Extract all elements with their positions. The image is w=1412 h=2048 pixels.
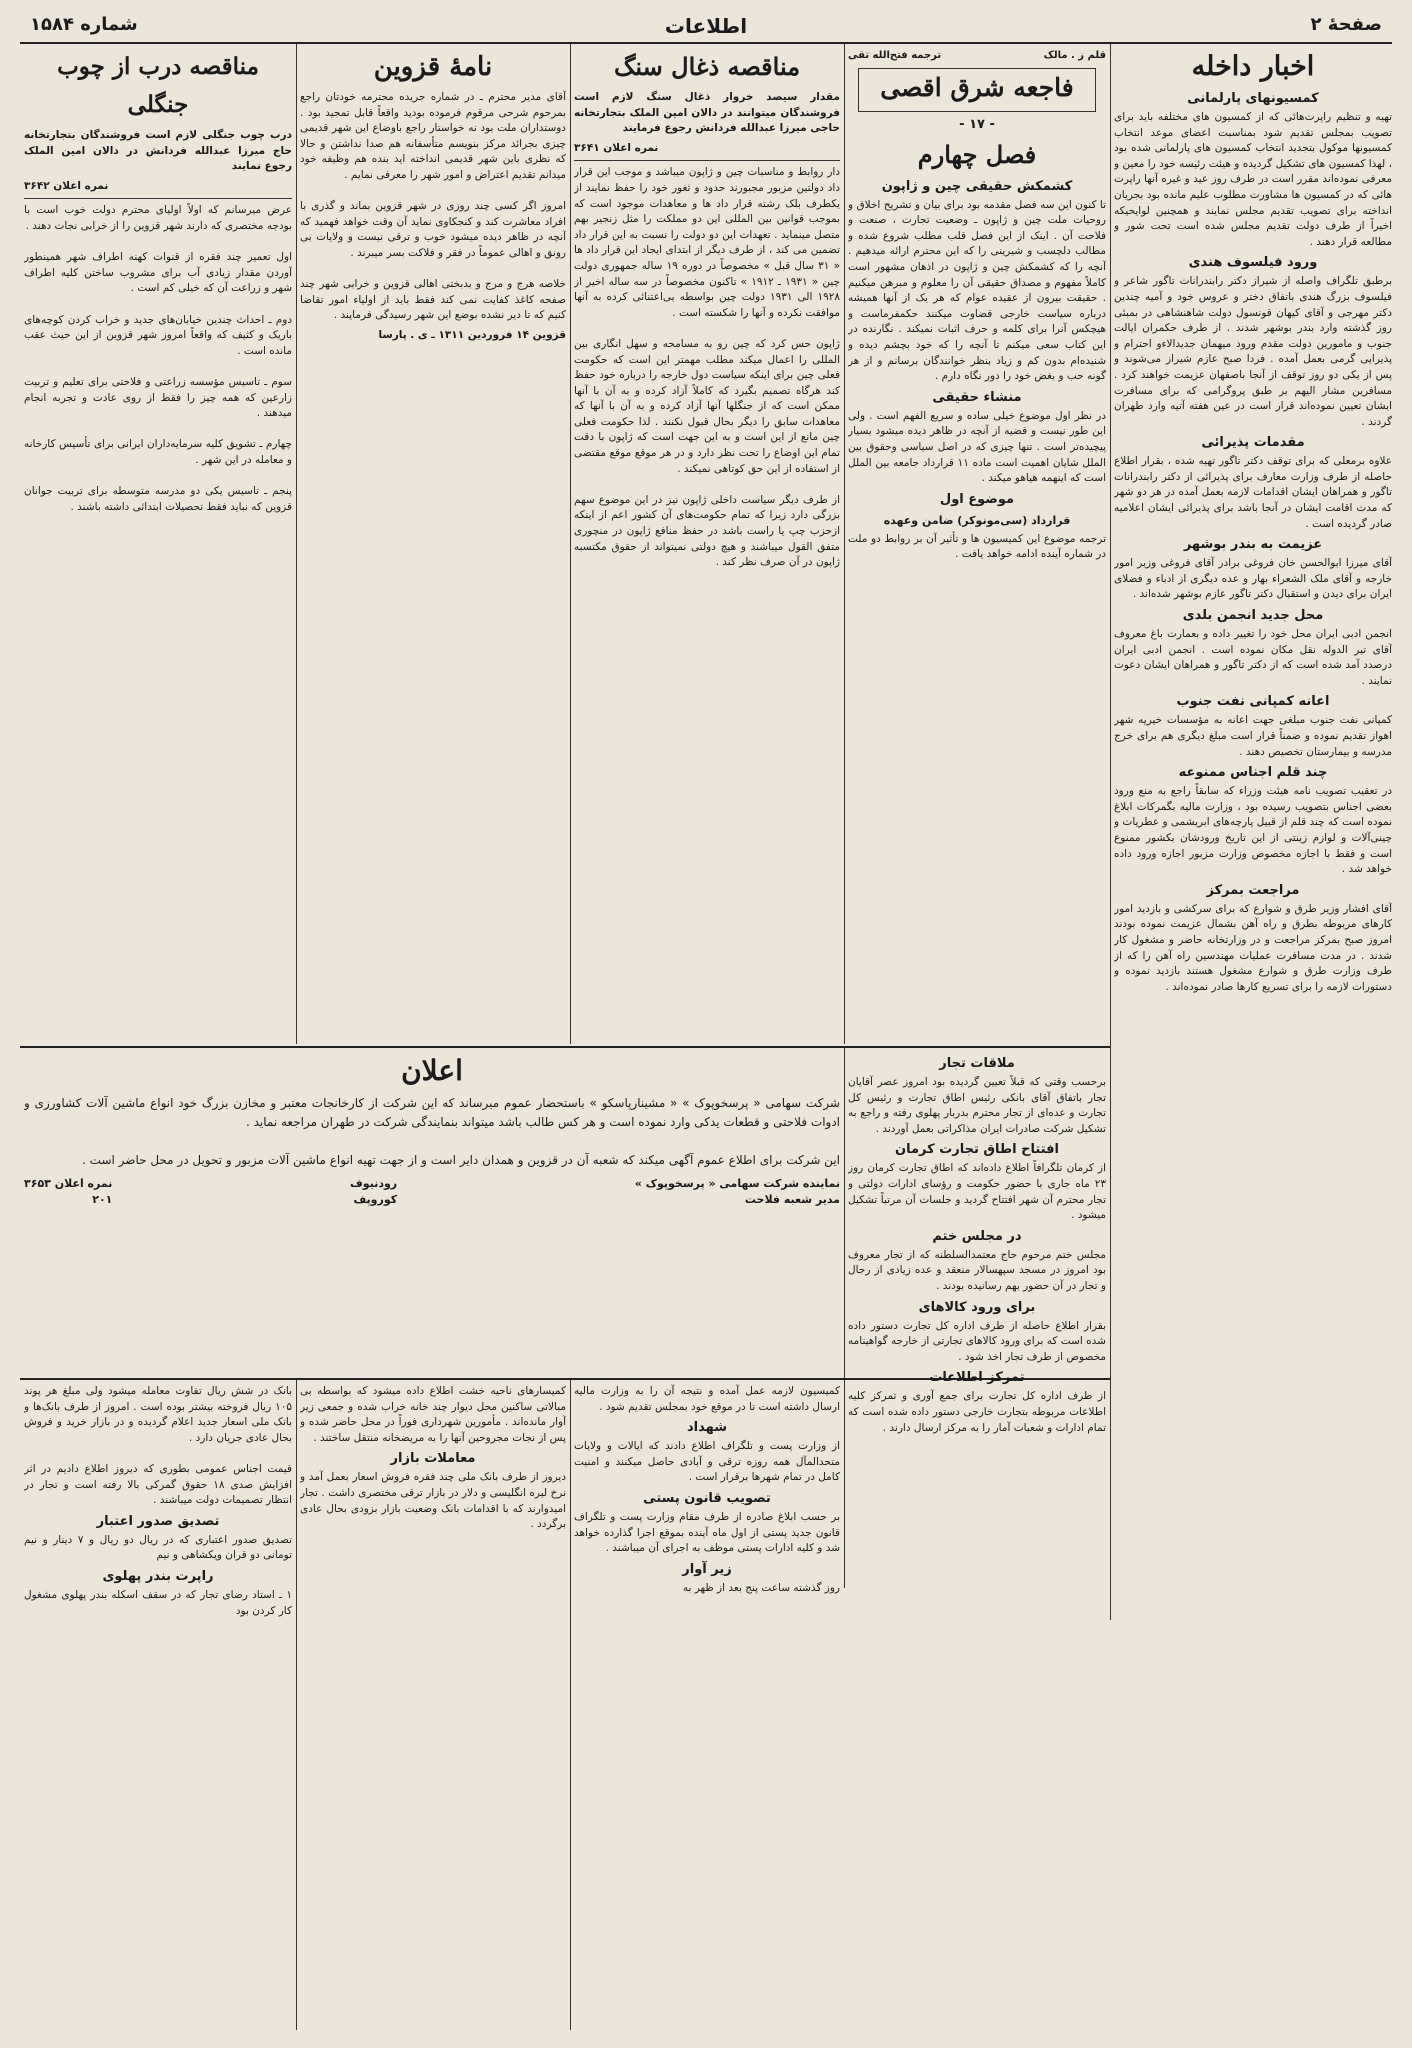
news-headline: اعانه کمپانی نفت جنوب — [1176, 694, 1330, 710]
announcement-title: اعلان — [401, 1054, 463, 1087]
trade-news-column — [848, 1052, 1106, 2032]
news-headline: ورود فیلسوف هندی — [1188, 255, 1318, 271]
news-body: آقای افشار وزیر طرق و شوارع که برای سرکشی و بازدید امور کارهای مربوطه بطرق و راه آهن بشمال عزیمت نموده بودند امروز صبح بمرکز مراجعت و در وزارتخانه حاضر و مشغول کار شدند . در مدت مسافرت عملیات مهندسین راه آهن را که از طرف وزارت طرق و شوارع مشغول هستند بازدید نموده و دستورات لازمه را برای تسریع کارها صادر نموده‌اند . — [1114, 902, 1392, 993]
news-body: از وزارت پست و تلگراف اطلاع دادند که ایالات و ولایات متحدالمآل همه روزه ترقی و آبادی حاصل میکنند و امنیت کامل در تمام شهرها برقرار است . — [574, 1440, 840, 1484]
news-body: بر حسب ابلاغ صادره از طرف مقام وزارت پست و تلگراف قانون جدید پستی از اول ماه آینده بموقع اجرا گذارده خواهد شد و کلیه ادارات پستی موظف به اجرای آن میباشند . — [574, 1510, 840, 1555]
qazvin-letter-column — [300, 48, 566, 1043]
news-body: از کرمان تلگرافاً اطلاع داده‌اند که اطاق تجارت کرمان روز ۲۳ ماه جاری با حضور حکومت و رؤسای ادارات دولتی و تجار محترم آن شهر افتتاح گردید و جلسات آن مرتباً تشکیل میشود . — [848, 1162, 1106, 1222]
serial-title-box — [858, 68, 1096, 112]
news-body: علاوه برمعلی که برای توقف دکتر تاگور تهیه شده ، بقرار اطلاع حاصله از طرف وزارت معارف برای پذیرائی از دکتر رابندرانات تاگور و همراهان ایشان اقدامات لازمه بعمل آمده در هر دو شهر که مدت اقامت ایشان در آنجا باشد برای پذیرائی ایشان اعلامیه صادر گردیده است . — [1114, 455, 1392, 530]
col-divider — [844, 44, 845, 1044]
section-rule — [20, 1046, 1110, 1048]
page-ref: ۲۰۱ — [92, 1192, 113, 1206]
news-headline: افتتاح اطاق تجارت کرمان — [895, 1142, 1059, 1158]
news-headline: محل جدید انجمن بلدی — [1182, 608, 1324, 624]
serial-title: فاجعه شرق اقصی — [880, 72, 1074, 102]
news-body: کمپانی نفت جنوب مبلغی جهت اعانه به مؤسسات خیریه شهر اهواز تقدیم نموده و ضمناً قرار است مبلغ دیگری هم برای خرج مدرسه و بیمارستان تخصیص دهند . — [1114, 714, 1392, 758]
announcement-signatures — [24, 1176, 840, 1207]
author: قلم ز . مالک — [1043, 50, 1106, 61]
news-body: ۱ ـ استاد رضای تجار که در سقف اسکله بندر پهلوی مشغول کار کردن بود — [24, 1588, 292, 1617]
article-body: تا کنون این سه فصل مقدمه بود برای بیان و تشریح اخلاق و روحیات ملت چین و ژاپون ـ وضعیت تجارت ، صنعت و فلاحت آن . اینک از این فصل قلب مطلب شروع شده و مطالب دلچسب و شیرینی را که این محترم ارائه میدهیم . آنچه را که کشمکش چین و ژاپون در اذهان مشهور است کاملاً مفهوم و مصداق حقیقی آن را معلوم و مبرهن میکنیم . حقیقت بیرون از عقیده عوام که هر یک از آنها همیشه درباره سیاست خارجی قضاوت میکنند حکمفرماست و هیچکس آنرا برای کلمه و حرف اثبات نمیکند . نگارنده در این کتاب سعی میکنم تا آنچه را که خود بچشم دیده و شنیده‌ام بدون کم و زیاد بنظر خوانندگان برسانم و از هر گونه حب و بغض خود را دور نگاه دارم . — [848, 198, 1106, 383]
section-title: اخبار داخله — [1191, 51, 1315, 82]
news-body: از طرف اداره کل تجارت برای جمع آوری و تمرکز کلیه اطلاعات مربوطه بتجارت خارجی دستور داده شده است که تمام ادارات و شعبات آمار را به مرکز ارسال دارند . — [848, 1390, 1106, 1434]
news-headline: عزیمت به بندر بوشهر — [1183, 537, 1323, 553]
ad-body: مقدار سیصد خروار ذغال سنگ لازم است فروشندگان میتوانند در دالان امین الملک بتجارتخانه حاجی میرزا عبدالله فردانش رجوع فرمایند — [574, 91, 840, 135]
episode-number: - ۱۷ - — [959, 116, 995, 132]
ad-number: نمره اعلان ۳۶۴۲ — [24, 179, 109, 192]
signer: رودنیوف — [350, 1177, 398, 1190]
news-body: برطبق تلگراف واصله از شیراز دکتر رابندرانات تاگور شاعر و فیلسوف بزرگ هندی باتفاق دختر و عروس خود و آمیه چندین دکتر مهرجی و آقای کیهان قونسول دولت شاهنشاهی در بمبئی روز گذشته وارد بندر بوشهر شدند . از طرف حکمران ایالت جنوب و مامورین دولت مقدم ورود میهمان جدیدالاءو احترام و پذیرایی گرمی بعمل آمده . فردا صبح عازم شیراز می‌شوند و پس از یکی دو روز توقف از آنجا باصفهان عزیمت خواهند کرد . مسافرین مشار الیهم بر طبق پروگرامی که برای مسافرت ایشان تعیین نموده‌اند قرار است در عین هفته آتیه وارد طهران گردند . — [1114, 275, 1392, 428]
representative: نماینده شرکت سهامی « پرسخوپوک » — [634, 1177, 840, 1190]
news-headline: راپرت بندر پهلوی — [102, 1568, 214, 1584]
translator: ترجمه فتح‌الله تقی — [848, 50, 942, 61]
ad-body: درب چوب جنگلی لازم است فروشندگان بتجارتخانه حاج میرزا عبدالله فردانش در دالان امین الملک رجوع نمایند — [24, 129, 292, 173]
col-divider — [570, 44, 571, 1044]
letter-body: آقای مدیر محترم ـ در شماره جریده محترمه خودتان راجع بمرحوم شرحی مرقوم فرموده بودید واقعاً قابل تمجید بود . دوستداران ملت بود نه خواستار راجع باوضاع این شهر قدیمی چیزی بجرائد مرکز بنویسم متأسفانه هم صدا نداشتن و حالا که نظری باین شهر قدیمی انداخته اید بنده هم وظیفه خود میدانم تقدیم اعتراض و امور شهر را معرفی نمایم . امروز اگر کسی چند روزی در شهر قزوین بماند و گذری با افراد معاشرت کند و کنجکاوی نماید آن وقت خواهد فهمید که آنچه در ظاهر دیده میشود خوب و ترقی نیست و ولایات بی رونق و اهالی عموماً در فقر و فلاکت بسر میبرند . خلاصه هرج و مرج و بدبختی اهالی قزوین و خرابی شهر چند صفحه کاغذ کفایت نمی کند فقط باید از اولیاء امور تقاضا کنیم که تا دیر نشده بوضع این شهر رسیدگی فرمایند . — [300, 91, 566, 322]
news-headline: ملاقات تجار — [939, 1056, 1015, 1071]
serial-article-column — [848, 48, 1106, 1043]
paper-name: اطلاعات — [664, 14, 748, 38]
col-divider — [296, 44, 297, 1044]
news-body: بانک در شش ریال تفاوت معامله میشود ولی مبلغ هر پوند ۱۰۵ ریال فروخته بیشتر بوده است . امروز از طرف بانک‌ها و بانک ملی اسعار جدید اعلام گردیده و در بازار خرید و فروش بحال عادی جریان دارد . قیمت اجناس عمومی بطوری که دیروز اطلاع دادیم در اثر افزایش صدی ۱۸ حقوق گمرکی بالا رفته است و تجار در انتظار تصمیمات دولت میباشند . — [24, 1385, 292, 1507]
representative: مدیر شعبه فلاحت — [744, 1192, 840, 1206]
news-headline: مقدمات پذیرائی — [1201, 435, 1305, 451]
news-body: تصدیق صدور اعتباری که در ریال دو ریال و ۷ دینار و نیم تومانی دو قران ویکشاهی و نیم — [24, 1533, 292, 1562]
news-headline: زیر آوار — [682, 1561, 732, 1577]
news-body: روز گذشته ساعت پنج بعد از ظهر به — [682, 1581, 840, 1594]
article-body: دار روابط و مناسبات چین و ژاپون میباشد و موجب این قرار داد دولتین مزبور مجبورند حدود و ثغور خود را حفظ نمایند از یکطرف بلک رشته قرار داد ها و معاهدات موجود است که بموجب قوانین بین المللی این دو مملکت را مثل زنجیر بهم متصل مینماید . تعهدات این دو دولت را نسبت به این قرار داد تضمین می کند ، از طرف دیگر از ابتدای ایجاد این قرار داد ها « ۳۱ سال قبل » مخصوصاً در دوره ۱۹ ساله جمهوری دولت چین « ۱۹۳۱ ـ ۱۹۱۲ » تاکنون مخصوصاً در سه ساله اخیر از ۱۹۲۸ الی ۱۹۳۱ دولت چین بواسطه بی‌اعتنائی کرده به آنها موافقت نکرده و آنها را شکسته است . ژاپون حس کرد که چین رو به مسامحه و سهل انگاری بین المللی را اعمال میکند مطلب مهمتر این است که حکومت فعلی چین برای اینکه سیاست دول خارجه را درباره خود حفظ کند هرگاه تصمیم بگیرد که کاملاً آزاد کرده و به آن با آنها ممکن است که از جنگلها آنها آزاد کرده و به آن با آنها که معاهدات سابق را دیگر بحال قبول نکنند . لذا حکومت فعلی چین مانع از این است و به این جهت است که ژاپون با دقت تمام این اوضاع را تحت نظر دارد و در هر موقع موقع مقتضی از استفاده از این حق کوتاهی نمیکند . از طرف دیگر سیاست داخلی ژاپون نیز در این موضوع سهم بزرگی دارد زیرا که تمام حکومت‌های آن کشور اعم از اینکه ازحزب چپ یا راست باشد در حفظ منافع ژاپون در منچوری متفق القول میباشند و هیچ دولتی نمیتواند از حقوق مکتسبه ژاپون در آن صرف نظر کند . — [574, 166, 840, 569]
subheading: کشمکش حقیقی چین و ژاپون — [881, 178, 1073, 194]
col-divider — [1110, 44, 1111, 1620]
news-headline: تمرکز اطلاعات — [929, 1370, 1025, 1386]
coal-tender-column — [574, 48, 840, 1043]
official-news-column — [574, 1384, 840, 2034]
article-body: در نظر اول موضوع خیلی ساده و سریع الفهم است . ولی این طور نیست و قضیه از آنچه در ظاهر دیده میشود بسیار پیچیده‌تر است . تنها چیزی که در اصل سیاسی وحقوق بین الملل شایان اهمیت است ماده ۱۱ قرارداد جامعه بین الملل است که اینهمه هیاهو میکند . — [848, 409, 1106, 485]
news-body: کمیسارهای ناحیه خشت اطلاع داده میشود که بواسطه بی مبالاتی ساکنین محل دیوار چند خانه خراب شده و جمعی زیر آوار مانده‌اند . مأمورین شهرداری فوراً در محل حاضر شده و پس از نجات مجروحین آنها را به مریضخانه منتقل ساختند . — [300, 1385, 566, 1444]
divider — [574, 160, 840, 161]
news-headline: در مجلس ختم — [932, 1228, 1022, 1244]
news-headline: تصدیق صدور اعتبار — [96, 1513, 220, 1529]
page-label: صفحهٔ ۲ — [1310, 14, 1382, 35]
news-headline: چند قلم اجناس ممنوعه — [1178, 765, 1328, 781]
masthead — [20, 6, 1392, 42]
divider — [24, 198, 292, 199]
subheading: منشاء حقیقی — [932, 389, 1022, 405]
col-divider — [296, 1380, 297, 2030]
subheading: قرارداد (سی‌مونوکر) ضامن وعهده — [883, 513, 1071, 527]
article-body: ترجمه موضوع این کمیسیون ها و تأثیر آن بر روابط دو ملت در شماره آینده ادامه خواهد یافت . — [848, 532, 1106, 561]
news-body: مجلس ختم مرحوم حاج معتمدالسلطنه که از تجار معروف بود امروز در مسجد سپهسالار منعقد و عده زیادی از رجال و تجار در آن حضور بهم رسانیده بودند . — [848, 1248, 1106, 1292]
news-headline: معاملات بازار — [390, 1451, 476, 1467]
news-body: برحسب وقتی که قبلاً تعیین گردیده بود امروز عصر آقایان تجار باتفاق آقای بانکی رئیس اطاق تجارت و رئیس کل تجارت و عده‌ای از تجار محترم بدربار پهلوی رفته و راجع به تشکیل شرکت صادرات ایران مذاکراتی بعمل آوردند . — [848, 1076, 1106, 1135]
col-divider — [570, 1380, 571, 2030]
ad-number: نمره اعلان ۳۶۵۳ — [24, 1177, 113, 1190]
news-body: تهیه و تنظیم راپرت‌هائی که از کمسیون های مختلفه باید برای تصویب بمجلس تقدیم شود بمناسبت اعضای موعد انتخاب کمسیونها موکول بتجدید انتخاب کمسیون های پارلمانی شده بود ، لهذا کمسیون های تشکیل گردیده و هیئت رئیسه خود را معین و معرفی نموده‌اند مقرر است در طرف روز عید و غیره آنها راپرت هائی که در کمسیون ها مشاورت مطلوب علیم مانده بود بجریان انداخته برای تصویب تقدیم مجلس نمایند و همچنین لوایحیکه اخیراً از طرف دولت تقدیم مجلس شده است تحت شور و مطالعه قرار دهند . — [1114, 111, 1392, 248]
letter-title: نامهٔ قزوین — [373, 52, 493, 82]
news-body: دیروز از طرف بانک ملی چند فقره فروش اسعار بعمل آمد و نرخ لیره انگلیسی و دلار در بازار ترقی مختصری داشت . تجار امیدوارند که با اقدامات بانک وضعیت بازار بزودی بحال عادی برگردد . — [300, 1471, 566, 1531]
news-headline: برای ورود کالاهای — [918, 1299, 1036, 1315]
door-tender-column — [24, 48, 292, 1043]
signer: کوروپف — [353, 1192, 398, 1206]
col-divider — [844, 1048, 845, 1588]
domestic-news-column — [1114, 48, 1392, 2038]
letter-body: عرض میرسانم که اولاً اولیای محترم دولت خوب است با بودجه مختصری که دارند شهر قزوین را از خرابی نجات دهند . اول تعمیر چند فقره از قنوات کهنه اطراف شهر همینطور آوردن مقدار زیادی آب برای مشروب ساختن کلیه اطراف شهر و زراعت آن که خیلی کم است . دوم ـ احداث چندین خیابان‌های جدید و خراب کردن کوچه‌های باریک و کثیف که واقعاً امروز شهر قزوین از این حیث عقب مانده است . سوم ـ تاسیس مؤسسه زراعتی و فلاحتی برای تعلیم و تربیت زارعین که همه چیز را فقط از روی عادت و تجربه انجام میدهند . چهارم ـ تشویق کلیه سرمایه‌داران ایرانی برای تأسیس کارخانه و معامله در این شهر . پنجم ـ تاسیس یکی دو مدرسه متوسطه برای تربیت جوانان قزوین که نباید فقط تحصیلات ابتدائی داشته باشند . — [24, 204, 292, 513]
news-body: آقای میرزا ابوالحسن خان فروغی برادر آقای فروغی وزیر امور خارجه و آقای ملک الشعراء بهار و عده دیگری از ادباء و فضلای ایران برای دیدن و استقبال دکتر تاگور عازم بوشهر شده‌اند . — [1114, 557, 1392, 601]
announcement-box — [24, 1052, 840, 1377]
news-body: انجمن ادبی ایران محل خود را تغییر داده و بعمارت باغ معروف آقای تیر الدوله نقل مکان نموده است . انجمن ادبی ایران درصدد آمد شده است که از دکتر تاگور و همراهان ایشان دعوت نمایند . — [1114, 628, 1392, 687]
news-body: در تعقیب تصویب نامه هیئت وزراء که سابقاً راجع به منع ورود بعضی اجناس بتصویب رسیده بود ، وزارت مالیه بگمرکات ابلاغ نموده است که چند قلم از قبیل پارچه‌های ابریشمی و عطریات و چینی‌آلات و لوازم زینتی از این تاریخ ورودشان بکشور ممنوع است و فقط با اجازه مخصوص وزارت مزبور اجازه ورود داده خواهد شد . — [1114, 785, 1392, 876]
news-headline: کمسیونهای پارلمانی — [1187, 91, 1319, 106]
ad-title: مناقصه ذغال سنگ — [613, 52, 801, 81]
news-body: کمیسیون لازمه عمل آمده و نتیجه آن را به وزارت مالیه ارسال داشته است تا در موقع خود بمجلس تقدیم شود . — [574, 1385, 840, 1413]
subheading: موضوع اول — [939, 491, 1015, 507]
ad-number: نمره اعلان ۳۶۴۱ — [574, 141, 659, 154]
chapter-title: فصل چهارم — [917, 139, 1037, 169]
banking-news-column — [24, 1384, 292, 2034]
byline — [848, 48, 1106, 64]
letter-signature: قزوین ۱۴ فروردین ۱۳۱۱ ـ ی . پارسا — [378, 328, 566, 341]
news-headline: شهداد — [686, 1420, 727, 1436]
news-body: بقرار اطلاع حاصله از طرف اداره کل تجارت دستور داده شده است که برای ورود کالاهای تجارتی از خارجه گواهینامه مخصوص از طرف تجار اخذ شود . — [848, 1319, 1106, 1363]
market-news-column — [300, 1384, 566, 2034]
announcement-body: شرکت سهامی « پرسخوپوک » « مشینارپاسکو » باستحضار عموم میرساند که این شرکت از کارخانجات معتبر و مخازن بزرگ خود انواع ماشین آلات کشاورزی و ادوات فلاحتی و قطعات یدکی وارد نموده است و هر کس طالب باشد میتواند بنمایندگی شرکت در طهران مراجعه نماید . این شرکت برای اطلاع عموم آگهی میکند که شعبه آن در قزوین و همدان دایر است و از جهت تهیه انواع ماشین آلات مزبور و تحویل در محل حاضر است . — [24, 1096, 840, 1167]
masthead-rule — [20, 42, 1392, 44]
ad-title: مناقصه درب از چوب جنگلی — [57, 53, 259, 118]
news-headline: مراجعت بمرکز — [1206, 882, 1300, 898]
issue-number: شماره ۱۵۸۴ — [30, 14, 138, 35]
news-headline: تصویب قانون پستی — [643, 1490, 771, 1506]
